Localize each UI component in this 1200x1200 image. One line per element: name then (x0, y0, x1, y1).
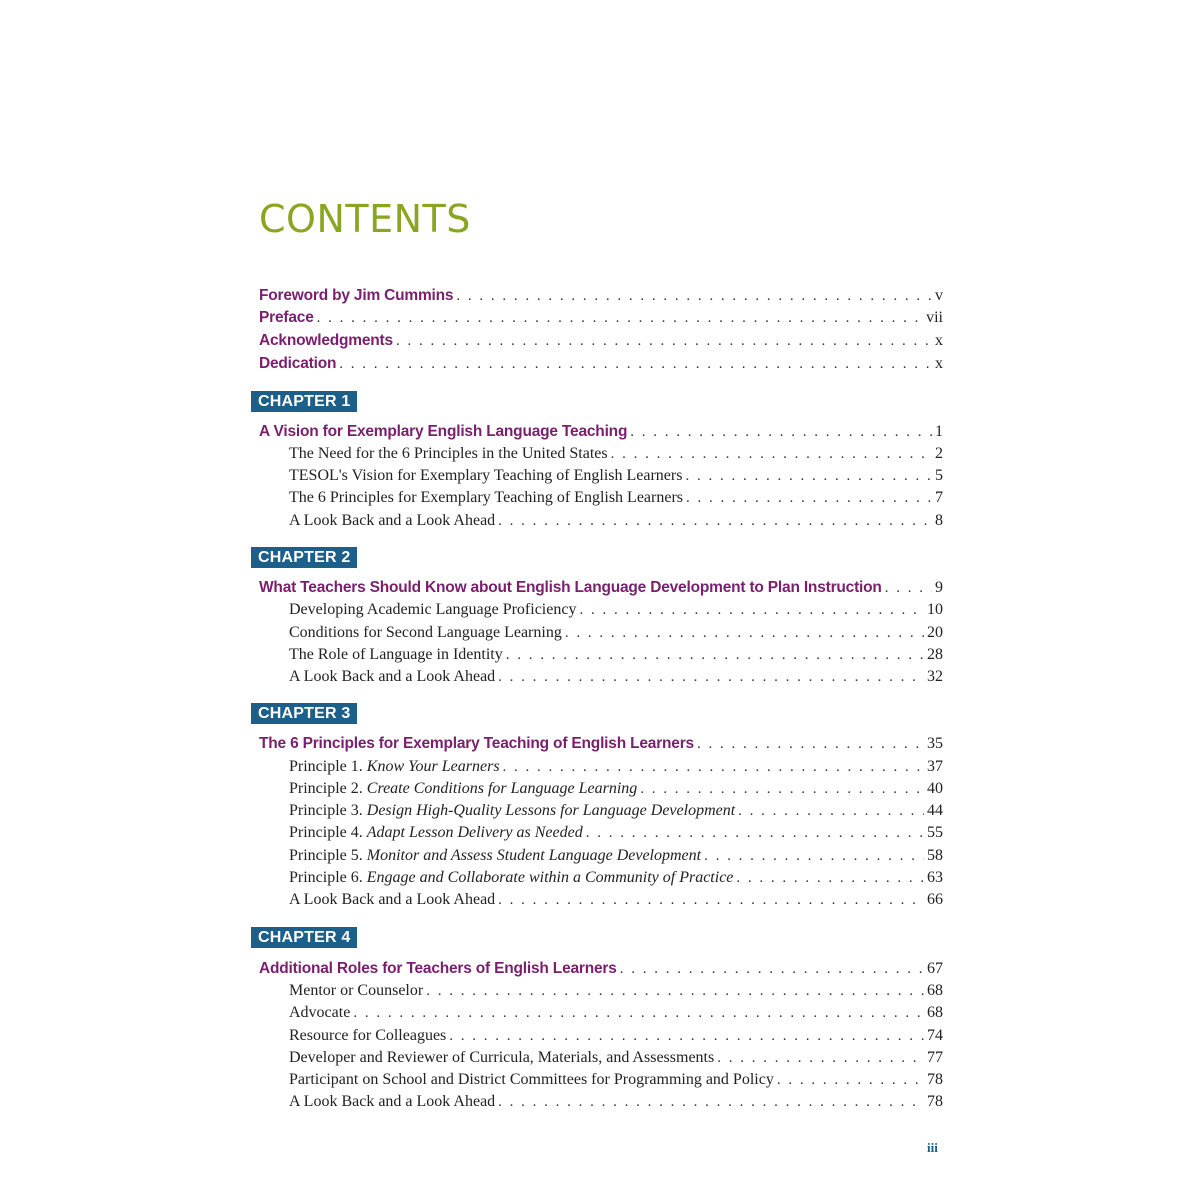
dot-leader (697, 734, 924, 754)
section-title: Conditions for Second Language Learning (289, 624, 562, 641)
toc-entry-title: Acknowledgments (259, 332, 393, 349)
dot-leader (339, 354, 932, 374)
chapter-title-entry[interactable] (259, 420, 943, 442)
dot-leader (738, 801, 924, 821)
principle-name: Adapt Lesson Delivery as Needed (366, 824, 583, 841)
toc-section[interactable] (289, 799, 943, 821)
dot-leader (685, 466, 932, 486)
toc-page-number: x (935, 355, 943, 372)
toc-page-number: 35 (927, 735, 943, 752)
dot-leader (640, 779, 924, 799)
dot-leader (717, 1048, 924, 1068)
chapter-title: A Vision for Exemplary English Language Teaching (259, 423, 628, 440)
chapter-label: CHAPTER 3 (251, 703, 357, 724)
toc-entry[interactable] (259, 352, 943, 374)
page-number-folio: iii (927, 1140, 938, 1155)
page-title: CONTENTS (259, 197, 471, 241)
dot-leader (777, 1070, 924, 1090)
dot-leader (611, 444, 932, 464)
toc-page-number: 1 (935, 423, 943, 440)
section-title (289, 757, 500, 777)
toc-section[interactable] (289, 755, 943, 777)
toc-page-number: 10 (927, 601, 943, 618)
toc-page-number: 28 (927, 646, 943, 663)
toc-section[interactable] (289, 509, 943, 531)
dot-leader (704, 846, 924, 866)
toc-page-number: 58 (927, 847, 943, 864)
dot-leader (498, 667, 924, 687)
toc-page-number: 78 (927, 1071, 943, 1088)
dot-leader (426, 981, 924, 1001)
principle-name: Create Conditions for Language Learning (366, 780, 638, 797)
toc-page-number: 40 (927, 780, 943, 797)
toc-section[interactable] (289, 1090, 943, 1112)
section-title: The Need for the 6 Principles in the United States (289, 445, 608, 462)
toc-page-number: 8 (935, 512, 943, 529)
principle-number: Principle 5. (289, 847, 363, 864)
section-title: Participant on School and District Committees for Programming and Policy (289, 1071, 774, 1088)
chapter-title-entry[interactable] (259, 957, 943, 979)
principle-number: Principle 4. (289, 824, 363, 841)
toc-entry-title: Dedication (259, 355, 337, 372)
principle-name: Design High-Quality Lessons for Language Development (366, 802, 736, 819)
section-title: Developing Academic Language Proficiency (289, 601, 577, 618)
principle-number: Principle 3. (289, 802, 363, 819)
toc-section[interactable] (289, 1068, 943, 1090)
toc-page-number: v (935, 287, 943, 304)
section-title (289, 868, 733, 888)
dot-leader (506, 645, 924, 665)
toc-page-number: 5 (935, 467, 943, 484)
toc-page-number: 44 (927, 802, 943, 819)
chapter-title-entry[interactable] (259, 576, 943, 598)
toc-section[interactable] (289, 598, 943, 620)
dot-leader (456, 286, 932, 306)
toc-section[interactable] (289, 821, 943, 843)
toc-entry[interactable] (259, 329, 943, 351)
dot-leader (317, 308, 923, 328)
dot-leader (498, 511, 932, 531)
dot-leader (498, 890, 924, 910)
toc-section[interactable] (289, 621, 943, 643)
dot-leader (353, 1003, 924, 1023)
section-title: A Look Back and a Look Ahead (289, 668, 496, 685)
dot-leader (449, 1026, 924, 1046)
toc-section[interactable] (289, 866, 943, 888)
dot-leader (620, 959, 924, 979)
chapter-title: The 6 Principles for Exemplary Teaching of English Learners (259, 735, 694, 752)
toc-page-number: 68 (927, 1004, 943, 1021)
dot-leader (503, 757, 924, 777)
toc-entry[interactable] (259, 306, 943, 328)
principle-name: Know Your Learners (366, 758, 500, 775)
section-title (289, 823, 583, 843)
chapter-label: CHAPTER 1 (251, 391, 357, 412)
toc-section[interactable] (289, 643, 943, 665)
toc-page-number: 74 (927, 1027, 943, 1044)
chapter-label: CHAPTER 2 (251, 547, 357, 568)
chapter-title-entry[interactable] (259, 732, 943, 754)
toc-section[interactable] (289, 888, 943, 910)
section-title (289, 779, 637, 799)
toc-page-number: 68 (927, 982, 943, 999)
toc-page-number: vii (926, 309, 943, 326)
toc-page-number: 78 (927, 1093, 943, 1110)
principle-number: Principle 2. (289, 780, 363, 797)
dot-leader (686, 488, 932, 508)
dot-leader (630, 422, 932, 442)
principle-name: Engage and Collaborate within a Community of Practice (366, 869, 734, 886)
toc-page-number: 7 (935, 489, 943, 506)
toc-section[interactable] (289, 844, 943, 866)
toc-page-number: 55 (927, 824, 943, 841)
toc-section[interactable] (289, 486, 943, 508)
section-title: Advocate (289, 1004, 351, 1021)
toc-page-number: 77 (927, 1049, 943, 1066)
toc-page-number: 67 (927, 960, 943, 977)
toc-page-number: 66 (927, 891, 943, 908)
dot-leader (579, 600, 924, 620)
section-title (289, 846, 701, 866)
toc-page-number: 37 (927, 758, 943, 775)
toc-section[interactable] (289, 464, 943, 486)
chapter-title: What Teachers Should Know about English Language Development to Plan Instruction (259, 579, 882, 596)
toc-section[interactable] (289, 1001, 943, 1023)
toc-section[interactable] (289, 665, 943, 687)
section-title: A Look Back and a Look Ahead (289, 891, 496, 908)
dot-leader (586, 823, 924, 843)
toc-entry-title: Foreword by Jim Cummins (259, 287, 454, 304)
dot-leader (498, 1092, 924, 1112)
principle-name: Monitor and Assess Student Language Development (366, 847, 702, 864)
section-title: TESOL's Vision for Exemplary Teaching of English Learners (289, 467, 683, 484)
principle-number: Principle 6. (289, 869, 363, 886)
section-title: Mentor or Counselor (289, 982, 424, 999)
chapter-label: CHAPTER 4 (251, 927, 357, 948)
toc-section[interactable] (289, 1024, 943, 1046)
section-title (289, 801, 735, 821)
toc-page-number: 32 (927, 668, 943, 685)
section-title: The 6 Principles for Exemplary Teaching of English Learners (289, 489, 684, 506)
section-title: A Look Back and a Look Ahead (289, 512, 496, 529)
toc-entry-title: Preface (259, 309, 314, 326)
toc-page-number: 63 (927, 869, 943, 886)
toc-page-number: 20 (927, 624, 943, 641)
section-title: Resource for Colleagues (289, 1027, 447, 1044)
toc-page-number: 9 (935, 579, 943, 596)
dot-leader (396, 331, 932, 351)
toc-section[interactable] (289, 1046, 943, 1068)
dot-leader (736, 868, 924, 888)
toc-section[interactable] (289, 979, 943, 1001)
toc-entry[interactable] (259, 284, 943, 306)
toc-page-number: x (935, 332, 943, 349)
section-title: Developer and Reviewer of Curricula, Materials, and Assessments (289, 1049, 715, 1066)
section-title: The Role of Language in Identity (289, 646, 503, 663)
toc-section[interactable] (289, 442, 943, 464)
section-title: A Look Back and a Look Ahead (289, 1093, 496, 1110)
toc-section[interactable] (289, 777, 943, 799)
principle-number: Principle 1. (289, 758, 363, 775)
dot-leader (565, 623, 924, 643)
toc-page-number: 2 (935, 445, 943, 462)
chapter-title: Additional Roles for Teachers of English Learners (259, 960, 617, 977)
dot-leader (885, 578, 932, 598)
